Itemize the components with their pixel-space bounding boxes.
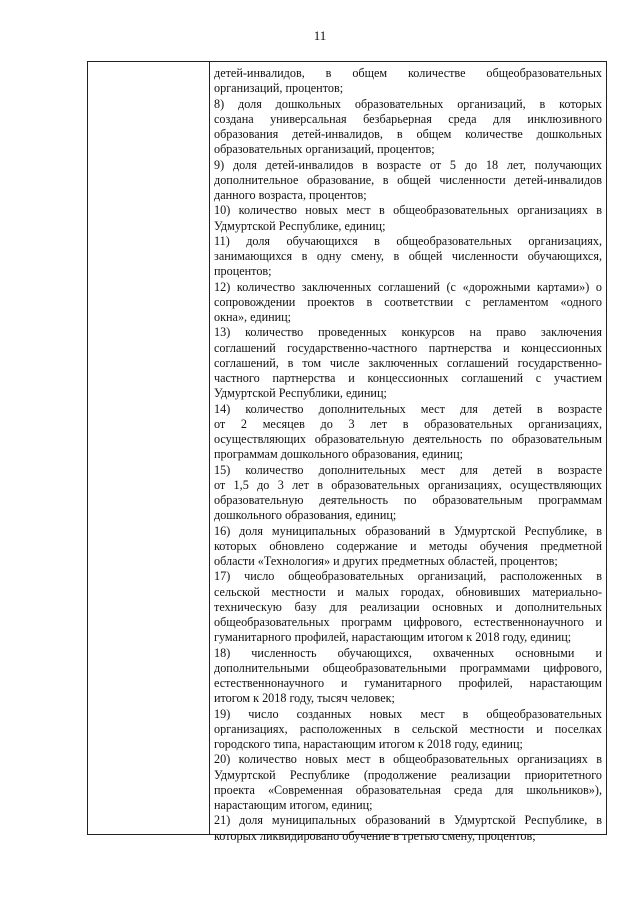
text-line: 17) число общеобразовательных организаций, расположенных в (214, 569, 602, 584)
text-line: нарастающим итогом, единиц; (214, 798, 373, 812)
text-line: проекта «Современная образовательная среда для школьников»), (214, 782, 602, 797)
text-line: дошкольного образования, единиц; (214, 508, 397, 523)
text-line: создана универсальная безбарьерная среда для инклюзивного (214, 111, 602, 126)
text-line: 21) доля муниципальных образований в Удмуртской Республике, в (214, 813, 602, 828)
text-line: 19) число созданных новых мест в общеобразовательных (214, 706, 602, 721)
text-line: окна», единиц; (214, 310, 292, 324)
text-line: 10) количество новых мест в общеобразовательных организациях в (214, 203, 602, 218)
table-text-column (214, 66, 602, 844)
document-table (87, 61, 607, 843)
text-line: осуществляющих образовательную деятельность по образовательным (214, 432, 602, 446)
text-line: сопровождении проектов в соответствии с регламентом «одного (214, 294, 602, 309)
text-line: процентов; (214, 264, 272, 279)
text-line: техническую базу для реализации основных и дополнительных (214, 599, 602, 614)
text-line: детей-инвалидов, в общем количестве общеобразовательных (214, 66, 602, 80)
text-line: общеобразовательных программ цифрового, естественнонаучного и (214, 615, 602, 629)
text-line: области «Технология» и других предметных областей, процентов; (214, 554, 558, 568)
text-line: итогом к 2018 году, тысяч человек; (214, 691, 395, 706)
text-line: дополнительное образование, в общей численности детей-инвалидов (214, 172, 602, 187)
text-line: которых ликвидировано обучение в третью смену, процентов; (214, 828, 536, 843)
text-line: городского типа, нарастающим итогом к 2018 году, единиц; (214, 737, 523, 751)
text-line: гуманитарного профилей, нарастающим итогом к 2018 году, единиц; (214, 630, 572, 645)
text-line: 20) количество новых мест в общеобразовательных организациях в (214, 752, 602, 767)
text-line: 12) количество заключенных соглашений (с «дорожными картами») о (214, 279, 602, 294)
text-line: соглашений государственно-частного партнерства и концессионных (214, 340, 602, 355)
text-line: 18) численность обучающихся, охваченных основными и (214, 645, 602, 660)
text-line: 15) количество дополнительных мест для детей в возрасте (214, 462, 602, 477)
text-line: Удмуртской Республике, единиц; (214, 218, 386, 233)
text-line: 14) количество дополнительных мест для детей в возрасте (214, 401, 602, 416)
text-line: программам дошкольного образования, единиц; (214, 447, 464, 462)
text-line: от 1,5 до 3 лет в образовательных организациях, осуществляющих (214, 477, 602, 492)
text-line: 16) доля муниципальных образований в Удмуртской Республике, в (214, 523, 602, 538)
text-line: 9) доля детей-инвалидов в возрасте от 5 до 18 лет, получающих (214, 157, 602, 172)
page-number: 11 (313, 28, 327, 43)
text-line: которых обновлено содержание и методы обучения предметной (214, 538, 602, 553)
text-line: от 2 месяцев до 3 лет в образовательных организациях, (214, 416, 602, 431)
text-line: Удмуртской Республики, единиц; (214, 386, 387, 401)
text-line: 13) количество проведенных конкурсов на право заключения (214, 325, 602, 340)
text-line: организациях, расположенных в сельской местности и поселках (214, 721, 602, 736)
text-line: образовательных организаций, процентов; (214, 142, 435, 157)
text-line: занимающихся в одну смену, в общей численности обучающихся, (214, 249, 602, 263)
text-line: соглашений, в том числе заключенных соглашений государственно- (214, 355, 602, 370)
table-left-column (88, 62, 210, 834)
text-line: частного партнерства и концессионных соглашений с участием (214, 371, 602, 385)
text-line: естественнонаучного и гуманитарного профилей, нарастающим (214, 676, 602, 690)
text-line: образовательную деятельность по образовательным программам (214, 493, 602, 507)
text-line: сельской местности и малых городах, обновивших материально- (214, 584, 602, 599)
text-line: 11) доля обучающихся в общеобразовательных организациях, (214, 233, 602, 248)
text-line: данного возраста, процентов; (214, 188, 367, 202)
text-line: 8) доля дошкольных образовательных организаций, в которых (214, 96, 602, 111)
text-line: организаций, процентов; (214, 81, 344, 96)
text-line: образования детей-инвалидов, в общем количестве дошкольных (214, 127, 602, 141)
text-line: дополнительными общеобразовательными программами цифрового, (214, 660, 602, 675)
text-line: Удмуртской Республике (продолжение реализации приоритетного (214, 767, 602, 782)
